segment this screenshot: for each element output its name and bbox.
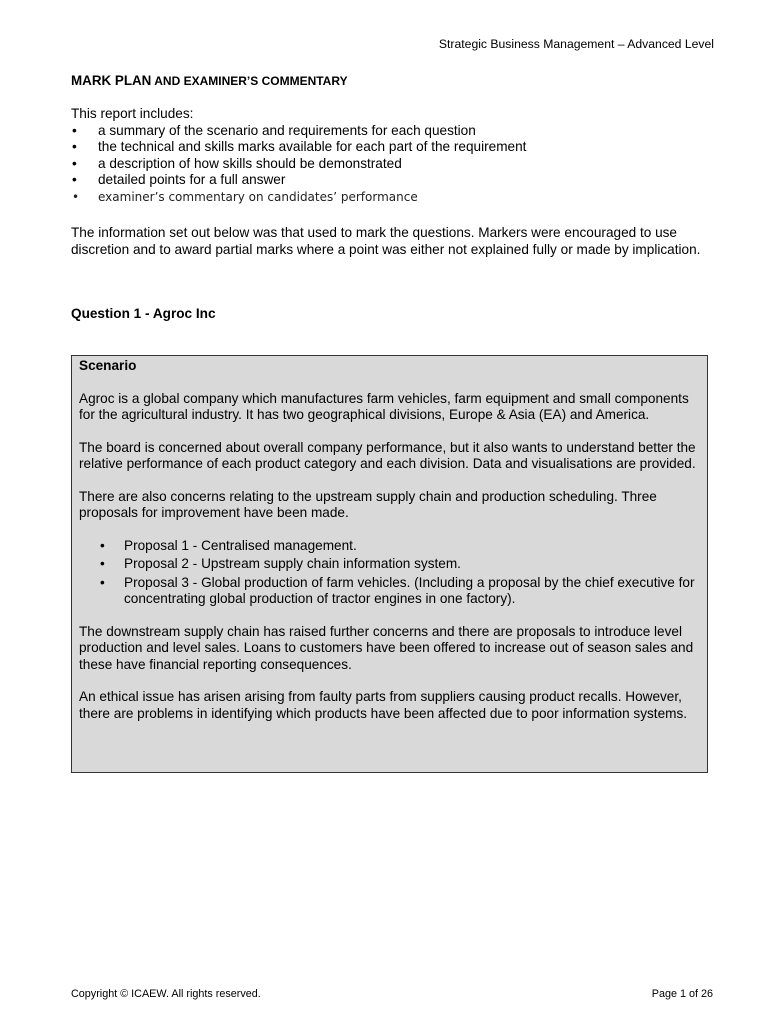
list-item xyxy=(71,139,721,156)
bullet-icon: • xyxy=(72,155,77,171)
intro-section xyxy=(71,106,721,205)
scenario-paragraph: There are also concerns relating to the upstream supply chain and production scheduling. Three proposals for improvement have been made. xyxy=(79,488,657,520)
proposal-text: Proposal 3 - Global production of farm vehicles. (Including a proposal by the chief executive for concentrating global production of tractor engines in one factory). xyxy=(124,574,695,606)
question-heading: Question 1 - Agroc Inc xyxy=(71,306,216,321)
bullet-icon: • xyxy=(72,122,77,138)
list-item xyxy=(79,556,700,573)
bullet-icon: • xyxy=(72,172,77,187)
page-title xyxy=(71,73,348,89)
list-item xyxy=(79,538,700,555)
list-item xyxy=(71,189,721,206)
scenario-paragraph: An ethical issue has arisen arising from faulty parts from suppliers causing product recalls. However, there are problems in identifying which products have been affected due to poor information systems. xyxy=(79,689,688,721)
footer-copyright: Copyright © ICAEW. All rights reserved. xyxy=(71,988,261,1000)
footer-page-number: Page 1 of 26 xyxy=(651,988,713,1000)
list-item xyxy=(71,156,721,173)
list-item-text: examiner’s commentary on candidates’ performance xyxy=(98,189,418,204)
bullet-icon: • xyxy=(72,139,77,154)
proposal-text: Proposal 2 - Upstream supply chain information system. xyxy=(124,556,461,571)
list-item xyxy=(71,123,721,140)
running-header: Strategic Business Management – Advanced Level xyxy=(438,37,714,51)
scenario-paragraph: Agroc is a global company which manufactures farm vehicles, farm equipment and small components for the agricultural industry. It has two geographical divisions, Europe & Asia (EA) and America. xyxy=(79,390,689,422)
marking-info-paragraph: The information set out below was that used to mark the questions. Markers were encouraged to use discretion and to award partial marks where a point was either not explained fully or made by implication. xyxy=(71,225,701,257)
proposal-text: Proposal 1 - Centralised management. xyxy=(124,537,357,553)
list-item-text: the technical and skills marks available for each part of the requirement xyxy=(98,139,527,154)
list-item-text: a summary of the scenario and requirements for each question xyxy=(98,122,476,138)
title-examiners-commentary: AND EXAMINER’S COMMENTARY xyxy=(151,74,348,88)
list-item-text: detailed points for a full answer xyxy=(98,172,286,187)
scenario-paragraph: The downstream supply chain has raised further concerns and there are proposals to introduce level production and level sales. Loans to customers have been offered to increase out of season sales and these have financial reporting consequences. xyxy=(79,623,694,672)
title-mark-plan: MARK PLAN xyxy=(71,73,152,88)
scenario-heading: Scenario xyxy=(79,358,137,373)
bullet-icon: • xyxy=(100,574,105,590)
proposal-list xyxy=(79,538,700,608)
list-item-text: a description of how skills should be demonstrated xyxy=(98,155,402,171)
intro-label: This report includes: xyxy=(71,106,194,121)
bullet-icon: • xyxy=(72,189,80,204)
bullet-icon: • xyxy=(100,556,105,571)
bullet-icon: • xyxy=(100,537,105,553)
scenario-paragraph: The board is concerned about overall company performance, but it also wants to understand better the relative performance of each product category and each division. Data and visualisations are provided. xyxy=(79,439,696,471)
list-item xyxy=(71,172,721,189)
scenario-box xyxy=(71,355,708,773)
intro-bullet-list xyxy=(71,123,721,206)
list-item xyxy=(79,575,700,608)
